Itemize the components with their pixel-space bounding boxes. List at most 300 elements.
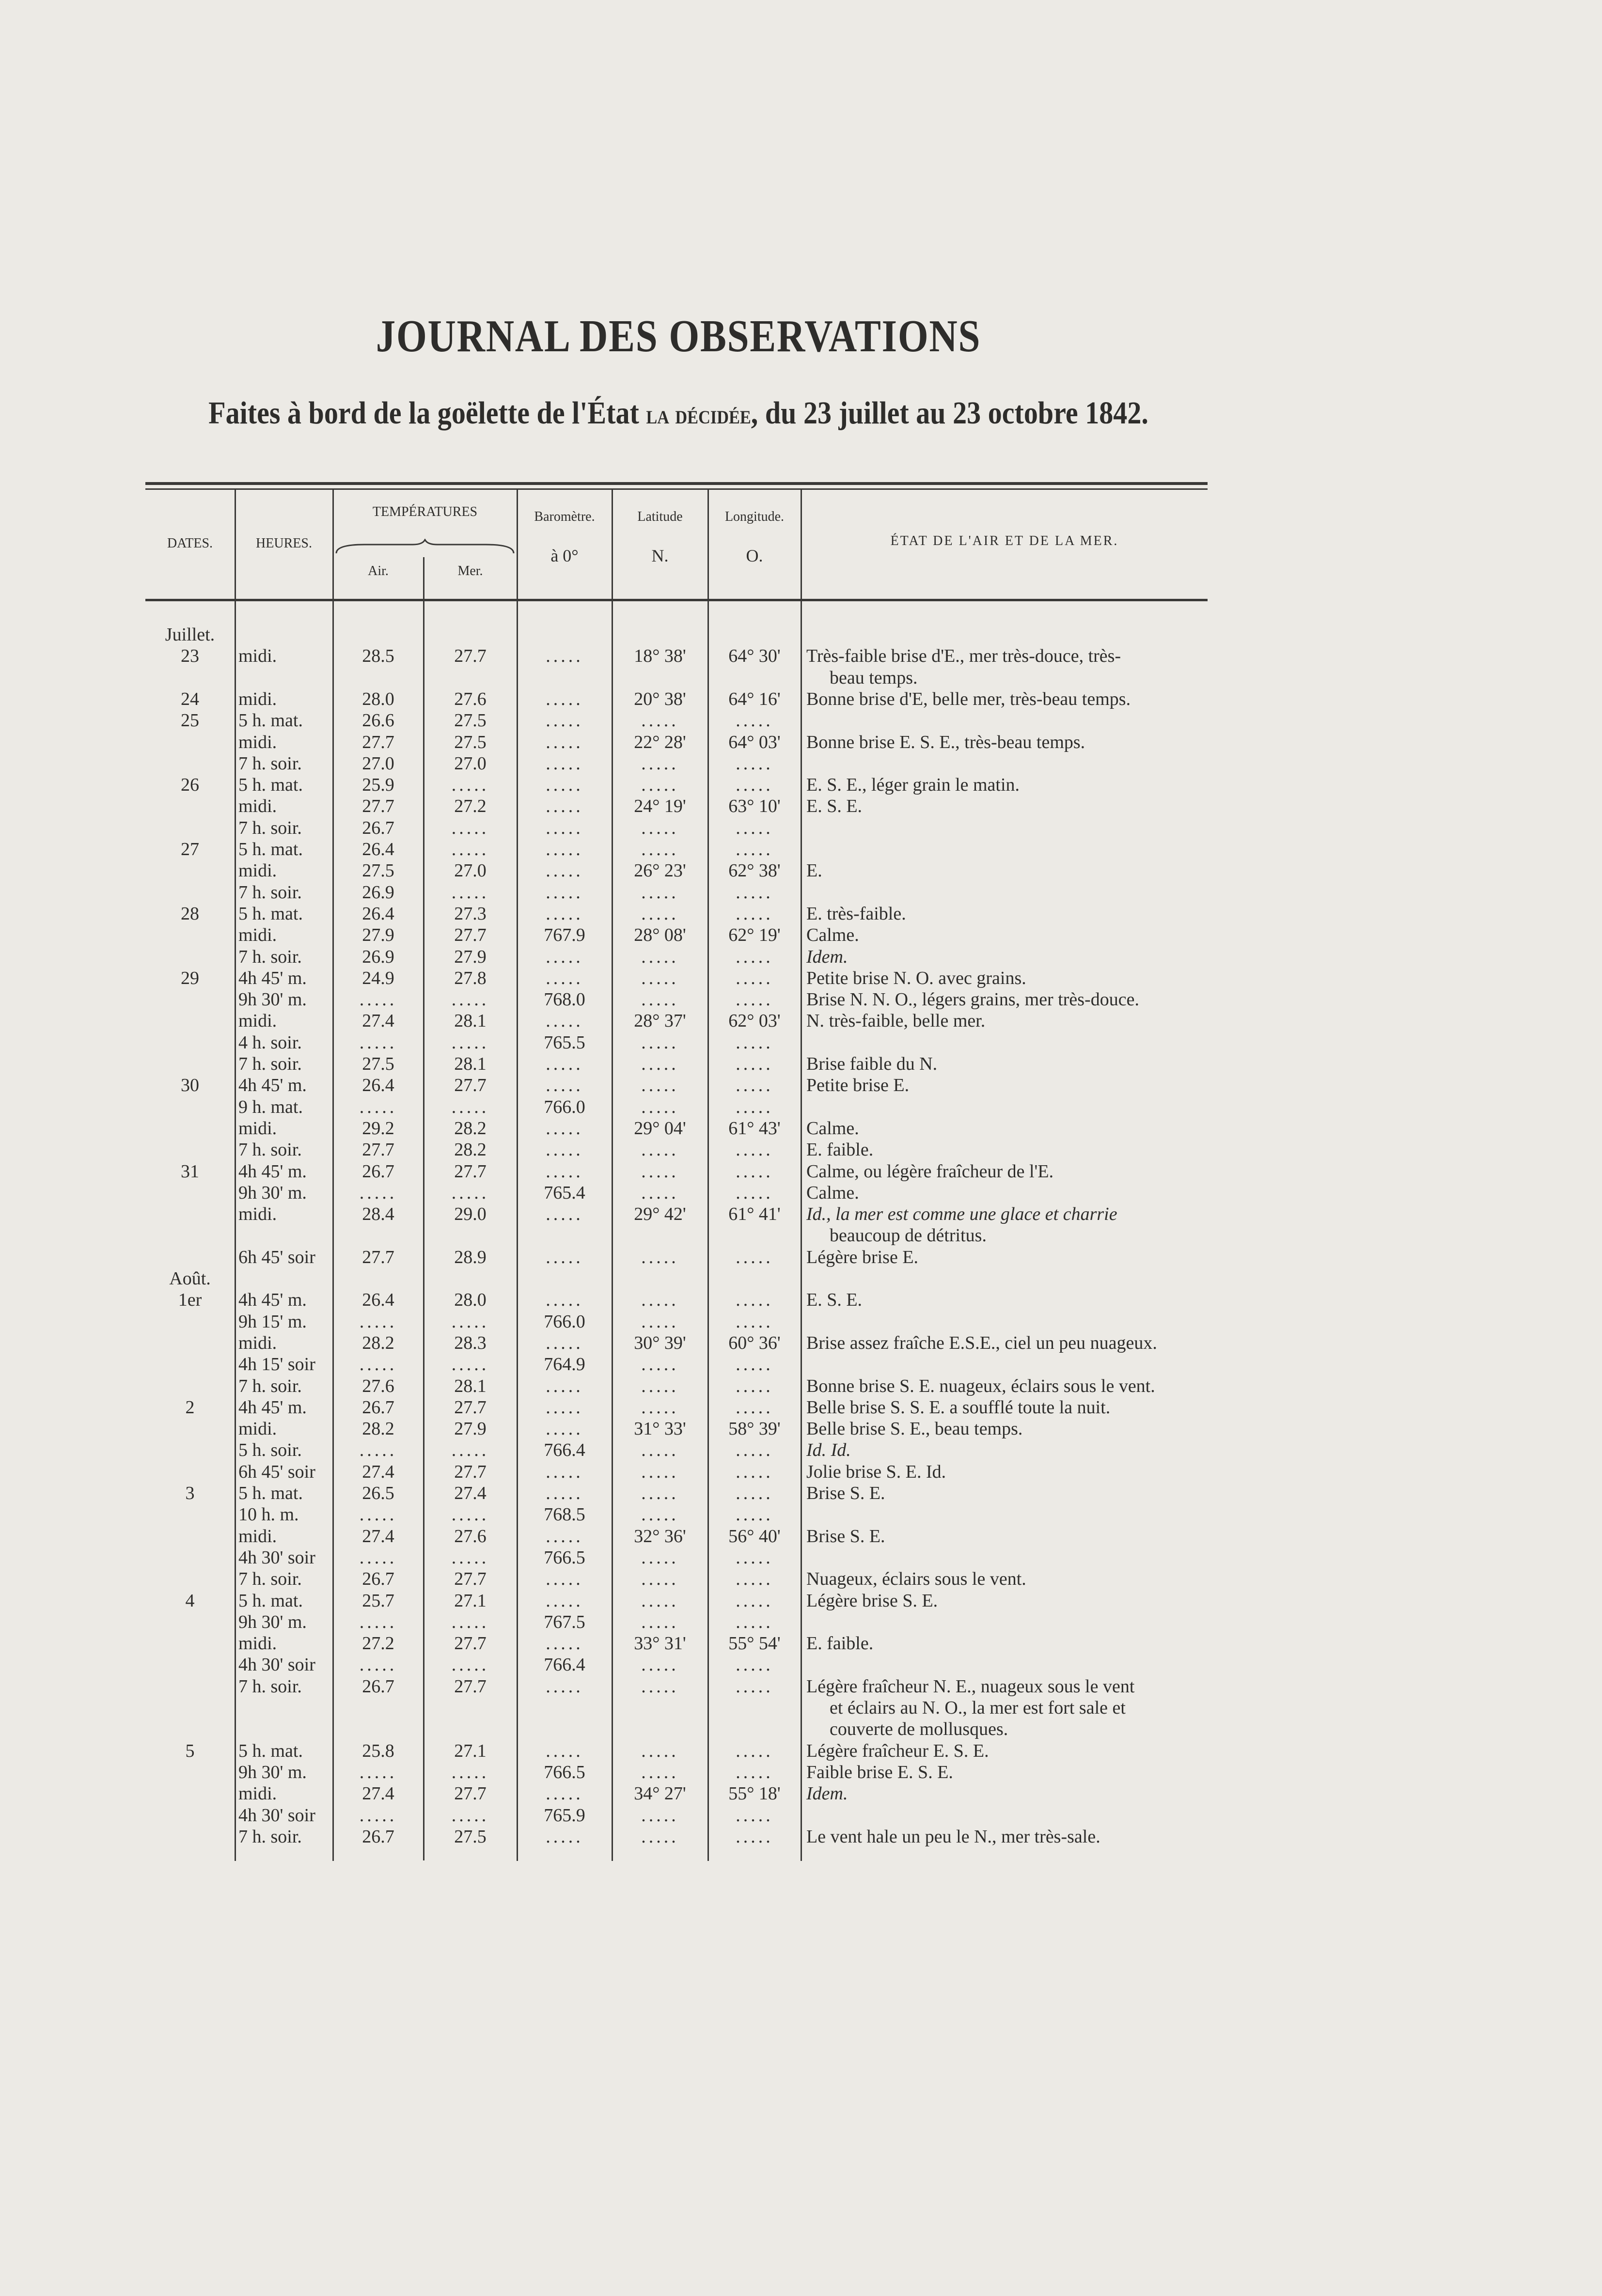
row-16-baro: ..... — [546, 968, 583, 988]
row-47-lon: 55° 54' — [728, 1633, 781, 1654]
row-42-lon: 56° 40' — [728, 1526, 781, 1546]
row-49-baro: ..... — [546, 1676, 583, 1697]
row-4-lat: ..... — [641, 710, 679, 731]
row-52-etat: Légère fraîcheur E. S. E. — [806, 1740, 989, 1761]
row-11-air: 27.5 — [362, 860, 394, 881]
row-22-lat: ..... — [641, 1096, 679, 1117]
row-55-air: ..... — [359, 1805, 397, 1826]
row-38-air: ..... — [359, 1440, 397, 1461]
row-44-air: 26.7 — [362, 1569, 394, 1590]
header-barometre: Baromètre. — [534, 509, 595, 524]
row-20-etat: Brise faible du N. — [806, 1054, 938, 1074]
row-41-air: ..... — [359, 1504, 397, 1525]
row-26-air: ..... — [359, 1182, 397, 1203]
row-17-mer: ..... — [451, 989, 489, 1010]
row-8-lat: 24° 19' — [634, 796, 686, 817]
row-11-etat: E. — [806, 860, 822, 881]
row-36-etat: Belle brise S. S. E. a soufflé toute la nuit. — [806, 1397, 1111, 1418]
row-37-mer: 27.9 — [454, 1419, 487, 1439]
row-20-air: 27.5 — [362, 1054, 394, 1074]
row-5-lon: 64° 03' — [728, 732, 781, 752]
row-18-lon: 62° 03' — [728, 1011, 781, 1031]
header-latitude: Latitude — [637, 509, 683, 524]
temperatures-brace — [335, 539, 515, 555]
row-45-lat: ..... — [641, 1590, 679, 1611]
row-43-baro: 766.5 — [544, 1547, 585, 1568]
row-16-heure: 4h 45' m. — [238, 968, 307, 988]
row-52-lat: ..... — [641, 1740, 679, 1761]
row-21-baro: ..... — [546, 1075, 583, 1096]
row-42-air: 27.4 — [362, 1526, 394, 1546]
row-23-etat: Calme. — [806, 1118, 859, 1139]
row-47-air: 27.2 — [362, 1633, 394, 1654]
row-17-lon: ..... — [736, 989, 773, 1010]
row-21-etat: Petite brise E. — [806, 1075, 910, 1096]
row-38-heure: 5 h. soir. — [238, 1440, 302, 1461]
row-1-baro: ..... — [546, 646, 583, 667]
row-40-baro: ..... — [546, 1483, 583, 1503]
row-52-date: 5 — [185, 1740, 195, 1761]
row-11-baro: ..... — [546, 860, 583, 881]
row-48-heure: 4h 30' soir — [238, 1655, 315, 1675]
row-16-lat: ..... — [641, 968, 679, 988]
row-3-date: 24 — [181, 688, 199, 709]
row-33-lon: 60° 36' — [728, 1332, 781, 1353]
row-18-baro: ..... — [546, 1011, 583, 1031]
row-54-mer: 27.7 — [454, 1783, 487, 1804]
row-15-etat: Idem. — [806, 946, 848, 967]
page-subtitle — [81, 395, 1275, 432]
row-53-mer: ..... — [451, 1762, 489, 1782]
row-36-air: 26.7 — [362, 1397, 394, 1418]
row-23-lon: 61° 43' — [728, 1118, 781, 1139]
row-4-baro: ..... — [546, 710, 583, 731]
header-barometre-sub: à 0° — [550, 546, 579, 565]
row-31-baro: ..... — [546, 1290, 583, 1311]
row-33-air: 28.2 — [362, 1332, 394, 1353]
row-46-air: ..... — [359, 1611, 397, 1632]
row-33-etat: Brise assez fraîche E.S.E., ciel un peu nuageux. — [806, 1332, 1157, 1353]
row-10-baro: ..... — [546, 839, 583, 859]
header-heures: HEURES. — [256, 536, 312, 551]
row-52-air: 25.8 — [362, 1740, 394, 1761]
row-27-lon: 61° 41' — [728, 1204, 781, 1225]
row-1-etat: Très-faible brise d'E., mer très-douce, très- — [806, 646, 1121, 667]
row-41-heure: 10 h. m. — [238, 1504, 299, 1525]
row-36-lon: ..... — [736, 1397, 773, 1418]
row-54-etat: Idem. — [806, 1783, 848, 1804]
row-29-baro: ..... — [546, 1247, 583, 1267]
subtitle-before: Faites à bord de la goëlette de l'État — [208, 395, 646, 431]
row-4-date: 25 — [181, 710, 199, 731]
row-38-baro: 766.4 — [544, 1440, 585, 1461]
row-29-lon: ..... — [736, 1247, 773, 1267]
row-37-heure: midi. — [238, 1419, 277, 1439]
row-10-lat: ..... — [641, 839, 679, 859]
row-3-lon: 64° 16' — [728, 688, 781, 709]
row-53-heure: 9h 30' m. — [238, 1762, 307, 1782]
row-6-mer: 27.0 — [454, 753, 487, 774]
row-10-heure: 5 h. mat. — [238, 839, 303, 859]
row-49-etat: Légère fraîcheur N. E., nuageux sous le vent — [806, 1676, 1135, 1697]
row-24-air: 27.7 — [362, 1140, 394, 1160]
row-6-lon: ..... — [736, 753, 773, 774]
row-24-baro: ..... — [546, 1140, 583, 1160]
row-48-lat: ..... — [641, 1655, 679, 1675]
row-13-lat: ..... — [641, 903, 679, 924]
row-39-lon: ..... — [736, 1461, 773, 1482]
row-19-mer: ..... — [451, 1032, 489, 1053]
row-48-air: ..... — [359, 1655, 397, 1675]
row-49-mer: 27.7 — [454, 1676, 487, 1697]
row-22-air: ..... — [359, 1096, 397, 1117]
row-56-heure: 7 h. soir. — [238, 1826, 302, 1847]
row-4-heure: 5 h. mat. — [238, 710, 303, 731]
row-13-date: 28 — [181, 903, 199, 924]
row-40-date: 3 — [185, 1483, 195, 1503]
row-35-lat: ..... — [641, 1375, 679, 1396]
row-32-air: ..... — [359, 1311, 397, 1332]
row-56-baro: ..... — [546, 1826, 583, 1847]
header-mer: Mer. — [457, 563, 483, 578]
row-10-lon: ..... — [736, 839, 773, 859]
row-27-heure: midi. — [238, 1204, 277, 1225]
row-24-etat: E. faible. — [806, 1140, 874, 1160]
row-25-mer: 27.7 — [454, 1161, 487, 1182]
row-49-lat: ..... — [641, 1676, 679, 1697]
row-30-date: Août. — [169, 1268, 211, 1289]
row-24-lon: ..... — [736, 1140, 773, 1160]
row-46-baro: 767.5 — [544, 1611, 585, 1632]
row-19-air: ..... — [359, 1032, 397, 1053]
row-4-air: 26.6 — [362, 710, 394, 731]
header-temperatures: TEMPÉRATURES — [372, 504, 478, 519]
row-29-etat: Légère brise E. — [806, 1247, 919, 1267]
row-52-lon: ..... — [736, 1740, 773, 1761]
row-20-lat: ..... — [641, 1054, 679, 1074]
header-air: Air. — [368, 563, 389, 578]
row-42-heure: midi. — [238, 1526, 277, 1546]
row-27-air: 28.4 — [362, 1204, 394, 1225]
row-36-lat: ..... — [641, 1397, 679, 1418]
row-43-heure: 4h 30' soir — [238, 1547, 315, 1568]
row-52-baro: ..... — [546, 1740, 583, 1761]
row-45-etat: Légère brise S. E. — [806, 1590, 938, 1611]
row-42-baro: ..... — [546, 1526, 583, 1546]
row-3-mer: 27.6 — [454, 688, 487, 709]
row-33-heure: midi. — [238, 1332, 277, 1353]
row-43-air: ..... — [359, 1547, 397, 1568]
header-latitude-sub: N. — [651, 546, 669, 565]
row-50-etat: et éclairs au N. O., la mer est fort sale et — [830, 1698, 1126, 1718]
row-23-baro: ..... — [546, 1118, 583, 1139]
row-26-baro: 765.4 — [544, 1182, 585, 1203]
row-40-lat: ..... — [641, 1483, 679, 1503]
row-14-lat: 28° 08' — [634, 925, 686, 946]
row-29-lat: ..... — [641, 1247, 679, 1267]
row-15-heure: 7 h. soir. — [238, 946, 302, 967]
row-15-mer: 27.9 — [454, 946, 487, 967]
row-8-baro: ..... — [546, 796, 583, 817]
row-16-lon: ..... — [736, 968, 773, 988]
row-37-etat: Belle brise S. E., beau temps. — [806, 1419, 1023, 1439]
row-13-etat: E. très-faible. — [806, 903, 906, 924]
row-11-lat: 26° 23' — [634, 860, 686, 881]
row-11-mer: 27.0 — [454, 860, 487, 881]
row-23-air: 29.2 — [362, 1118, 394, 1139]
row-34-lon: ..... — [736, 1354, 773, 1375]
row-37-baro: ..... — [546, 1419, 583, 1439]
row-46-lat: ..... — [641, 1611, 679, 1632]
row-13-heure: 5 h. mat. — [238, 903, 303, 924]
row-1-lon: 64° 30' — [728, 646, 781, 667]
row-45-mer: 27.1 — [454, 1590, 487, 1611]
row-39-lat: ..... — [641, 1461, 679, 1482]
row-55-baro: 765.9 — [544, 1805, 585, 1826]
row-0-date: Juillet. — [165, 625, 215, 645]
row-40-etat: Brise S. E. — [806, 1483, 885, 1503]
row-27-lat: 29° 42' — [634, 1204, 686, 1225]
row-1-heure: midi. — [238, 646, 277, 667]
row-7-baro: ..... — [546, 775, 583, 796]
row-35-mer: 28.1 — [454, 1375, 487, 1396]
row-45-heure: 5 h. mat. — [238, 1590, 303, 1611]
row-54-lon: 55° 18' — [728, 1783, 781, 1804]
row-44-lat: ..... — [641, 1569, 679, 1590]
row-24-mer: 28.2 — [454, 1140, 487, 1160]
row-44-etat: Nuageux, éclairs sous le vent. — [806, 1569, 1026, 1590]
row-33-lat: 30° 39' — [634, 1332, 686, 1353]
row-5-heure: midi. — [238, 732, 277, 752]
row-36-baro: ..... — [546, 1397, 583, 1418]
row-33-mer: 28.3 — [454, 1332, 487, 1353]
row-40-lon: ..... — [736, 1483, 773, 1503]
row-56-mer: 27.5 — [454, 1826, 487, 1847]
row-17-heure: 9h 30' m. — [238, 989, 307, 1010]
row-48-lon: ..... — [736, 1655, 773, 1675]
row-36-heure: 4h 45' m. — [238, 1397, 307, 1418]
row-19-lon: ..... — [736, 1032, 773, 1053]
row-18-heure: midi. — [238, 1011, 277, 1031]
row-37-air: 28.2 — [362, 1419, 394, 1439]
row-56-etat: Le vent hale un peu le N., mer très-sale. — [806, 1826, 1100, 1847]
row-34-air: ..... — [359, 1354, 397, 1375]
row-14-heure: midi. — [238, 925, 277, 946]
row-47-etat: E. faible. — [806, 1633, 874, 1654]
row-43-lat: ..... — [641, 1547, 679, 1568]
row-24-lat: ..... — [641, 1140, 679, 1160]
row-26-heure: 9h 30' m. — [238, 1182, 307, 1203]
row-46-heure: 9h 30' m. — [238, 1611, 307, 1632]
row-22-heure: 9 h. mat. — [238, 1096, 303, 1117]
row-12-mer: ..... — [451, 882, 489, 903]
row-12-lon: ..... — [736, 882, 773, 903]
row-39-etat: Jolie brise S. E. Id. — [806, 1461, 946, 1482]
row-22-baro: 766.0 — [544, 1096, 585, 1117]
row-18-mer: 28.1 — [454, 1011, 487, 1031]
row-32-lon: ..... — [736, 1311, 773, 1332]
row-56-lon: ..... — [736, 1826, 773, 1847]
row-49-heure: 7 h. soir. — [238, 1676, 302, 1697]
row-18-lat: 28° 37' — [634, 1011, 686, 1031]
row-38-lon: ..... — [736, 1440, 773, 1461]
row-19-heure: 4 h. soir. — [238, 1032, 302, 1053]
row-5-lat: 22° 28' — [634, 732, 686, 752]
row-9-baro: ..... — [546, 817, 583, 838]
row-25-lon: ..... — [736, 1161, 773, 1182]
row-41-lat: ..... — [641, 1504, 679, 1525]
row-32-baro: 766.0 — [544, 1311, 585, 1332]
row-52-mer: 27.1 — [454, 1740, 487, 1761]
row-36-date: 2 — [185, 1397, 195, 1418]
row-19-baro: 765.5 — [544, 1032, 585, 1053]
row-13-air: 26.4 — [362, 903, 394, 924]
row-8-mer: 27.2 — [454, 796, 487, 817]
header-longitude: Longitude. — [724, 509, 785, 524]
row-12-air: 26.9 — [362, 882, 394, 903]
row-8-air: 27.7 — [362, 796, 394, 817]
row-20-lon: ..... — [736, 1054, 773, 1074]
row-12-heure: 7 h. soir. — [238, 882, 302, 903]
row-14-baro: 767.9 — [544, 925, 585, 946]
row-6-air: 27.0 — [362, 753, 394, 774]
row-3-heure: midi. — [238, 688, 277, 709]
row-32-mer: ..... — [451, 1311, 489, 1332]
row-45-air: 25.7 — [362, 1590, 394, 1611]
row-47-mer: 27.7 — [454, 1633, 487, 1654]
row-23-heure: midi. — [238, 1118, 277, 1139]
header-etat: ÉTAT DE L'AIR ET DE LA MER. — [890, 533, 1119, 548]
row-41-lon: ..... — [736, 1504, 773, 1525]
row-14-mer: 27.7 — [454, 925, 487, 946]
top-rule-thick — [145, 482, 1208, 485]
row-49-air: 26.7 — [362, 1676, 394, 1697]
row-55-lat: ..... — [641, 1805, 679, 1826]
row-53-etat: Faible brise E. S. E. — [806, 1762, 953, 1782]
row-21-lon: ..... — [736, 1075, 773, 1096]
row-14-etat: Calme. — [806, 925, 859, 946]
row-53-air: ..... — [359, 1762, 397, 1782]
row-21-mer: 27.7 — [454, 1075, 487, 1096]
row-40-heure: 5 h. mat. — [238, 1483, 303, 1503]
row-34-baro: 764.9 — [544, 1354, 585, 1375]
row-29-air: 27.7 — [362, 1247, 394, 1267]
row-21-date: 30 — [181, 1075, 199, 1096]
row-5-etat: Bonne brise E. S. E., très-beau temps. — [806, 732, 1085, 752]
row-54-lat: 34° 27' — [634, 1783, 686, 1804]
row-7-mer: ..... — [451, 775, 489, 796]
row-3-baro: ..... — [546, 688, 583, 709]
page-title: JOURNAL DES OBSERVATIONS — [376, 311, 981, 361]
row-14-lon: 62° 19' — [728, 925, 781, 946]
row-53-lat: ..... — [641, 1762, 679, 1782]
row-32-heure: 9h 15' m. — [238, 1311, 307, 1332]
row-9-heure: 7 h. soir. — [238, 817, 302, 838]
row-39-air: 27.4 — [362, 1461, 394, 1482]
row-35-lon: ..... — [736, 1375, 773, 1396]
row-18-air: 27.4 — [362, 1011, 394, 1031]
row-13-baro: ..... — [546, 903, 583, 924]
row-26-mer: ..... — [451, 1182, 489, 1203]
row-54-baro: ..... — [546, 1783, 583, 1804]
row-7-etat: E. S. E., léger grain le matin. — [806, 775, 1020, 796]
row-53-baro: 766.5 — [544, 1762, 585, 1782]
row-43-lon: ..... — [736, 1547, 773, 1568]
row-6-heure: 7 h. soir. — [238, 753, 302, 774]
row-34-mer: ..... — [451, 1354, 489, 1375]
row-16-date: 29 — [181, 968, 199, 988]
row-15-baro: ..... — [546, 946, 583, 967]
row-26-lat: ..... — [641, 1182, 679, 1203]
row-48-baro: 766.4 — [544, 1655, 585, 1675]
row-15-lon: ..... — [736, 946, 773, 967]
row-20-heure: 7 h. soir. — [238, 1054, 302, 1074]
row-53-lon: ..... — [736, 1762, 773, 1782]
row-25-heure: 4h 45' m. — [238, 1161, 307, 1182]
row-27-etat: Id., la mer est comme une glace et charrie — [806, 1204, 1117, 1225]
row-27-baro: ..... — [546, 1204, 583, 1225]
row-28-etat: beaucoup de détritus. — [830, 1225, 987, 1246]
row-44-baro: ..... — [546, 1569, 583, 1590]
row-55-heure: 4h 30' soir — [238, 1805, 315, 1826]
row-25-etat: Calme, ou légère fraîcheur de l'E. — [806, 1161, 1054, 1182]
row-40-mer: 27.4 — [454, 1483, 487, 1503]
row-17-air: ..... — [359, 989, 397, 1010]
row-55-mer: ..... — [451, 1805, 489, 1826]
row-31-air: 26.4 — [362, 1290, 394, 1311]
row-26-lon: ..... — [736, 1182, 773, 1203]
top-rule-thin — [145, 488, 1208, 490]
row-23-mer: 28.2 — [454, 1118, 487, 1139]
row-4-lon: ..... — [736, 710, 773, 731]
row-39-mer: 27.7 — [454, 1461, 487, 1482]
row-20-mer: 28.1 — [454, 1054, 487, 1074]
row-17-lat: ..... — [641, 989, 679, 1010]
row-45-baro: ..... — [546, 1590, 583, 1611]
row-24-heure: 7 h. soir. — [238, 1140, 302, 1160]
header-dates: DATES. — [167, 536, 213, 551]
row-7-lon: ..... — [736, 775, 773, 796]
row-9-air: 26.7 — [362, 817, 394, 838]
row-25-lat: ..... — [641, 1161, 679, 1182]
row-47-baro: ..... — [546, 1633, 583, 1654]
row-4-mer: 27.5 — [454, 710, 487, 731]
row-55-lon: ..... — [736, 1805, 773, 1826]
row-44-mer: 27.7 — [454, 1569, 487, 1590]
row-46-lon: ..... — [736, 1611, 773, 1632]
row-14-air: 27.9 — [362, 925, 394, 946]
row-15-air: 26.9 — [362, 946, 394, 967]
row-27-mer: 29.0 — [454, 1204, 487, 1225]
row-1-air: 28.5 — [362, 646, 394, 667]
row-12-lat: ..... — [641, 882, 679, 903]
col-divider-7 — [801, 490, 802, 1861]
row-6-baro: ..... — [546, 753, 583, 774]
row-31-lat: ..... — [641, 1290, 679, 1311]
row-9-mer: ..... — [451, 817, 489, 838]
row-44-lon: ..... — [736, 1569, 773, 1590]
row-48-mer: ..... — [451, 1655, 489, 1675]
row-54-heure: midi. — [238, 1783, 277, 1804]
row-16-etat: Petite brise N. O. avec grains. — [806, 968, 1026, 988]
row-5-air: 27.7 — [362, 732, 394, 752]
row-49-lon: ..... — [736, 1676, 773, 1697]
row-19-lat: ..... — [641, 1032, 679, 1053]
row-2-etat: beau temps. — [830, 667, 918, 688]
row-42-etat: Brise S. E. — [806, 1526, 885, 1546]
row-21-lat: ..... — [641, 1075, 679, 1096]
row-1-mer: 27.7 — [454, 646, 487, 667]
